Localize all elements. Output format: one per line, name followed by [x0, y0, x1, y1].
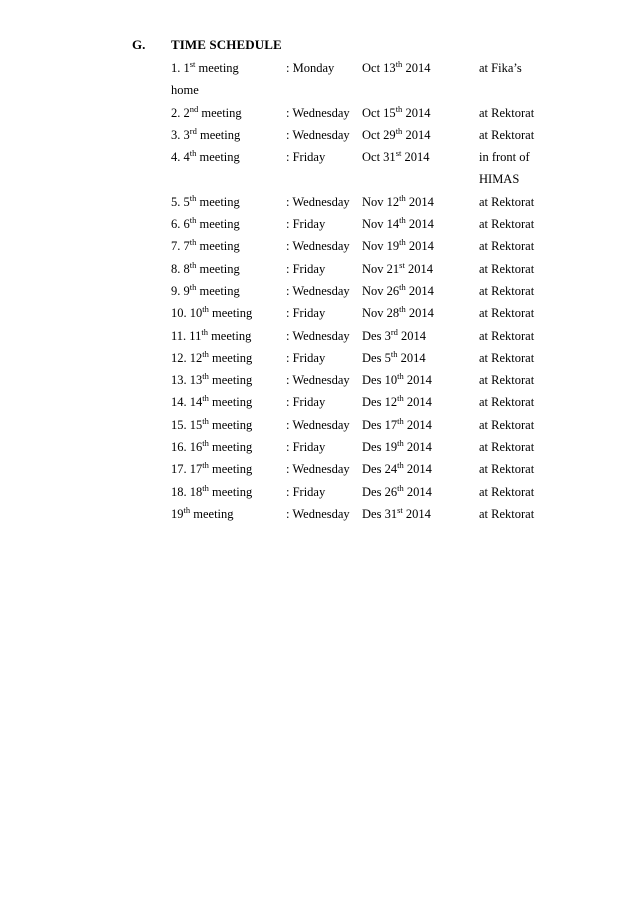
meeting-number: 13. 13: [171, 373, 203, 388]
meeting-day: : Wednesday: [286, 239, 350, 254]
meeting-label: [171, 305, 252, 321]
ordinal-suffix: th: [189, 214, 197, 225]
meeting-word: meeting: [208, 350, 253, 365]
schedule-row: [0, 484, 638, 506]
meeting-word: meeting: [208, 462, 253, 477]
schedule-row: [0, 283, 638, 305]
meeting-location: at Rektorat: [479, 506, 535, 521]
date-year: 2014: [404, 261, 433, 276]
meeting-date: [362, 127, 430, 143]
meeting-word: meeting: [196, 261, 240, 276]
meeting-word: meeting: [196, 150, 240, 165]
meeting-date: [362, 461, 432, 477]
ordinal-suffix: th: [202, 304, 209, 315]
meeting-day: : Wednesday: [286, 127, 350, 142]
meeting-day: : Wednesday: [286, 462, 350, 477]
schedule-row: [0, 105, 638, 127]
date-year: 2014: [403, 417, 432, 432]
date-suffix: th: [399, 304, 406, 315]
ordinal-suffix: rd: [189, 125, 197, 136]
meeting-location: at Rektorat: [479, 306, 535, 321]
date-year: 2014: [403, 484, 432, 499]
date-suffix: th: [395, 125, 403, 136]
date-suffix: th: [397, 393, 404, 404]
date-suffix: th: [395, 58, 403, 69]
date-year: 2014: [403, 395, 432, 410]
date-year: 2014: [402, 105, 431, 120]
meeting-location: at Rektorat: [479, 127, 535, 142]
meeting-day: : Wednesday: [286, 105, 350, 120]
date-suffix: st: [397, 504, 403, 515]
meeting-date: [362, 261, 433, 277]
meeting-date: [362, 216, 434, 232]
date-main: Oct 31: [362, 150, 396, 165]
ordinal-suffix: th: [189, 148, 197, 159]
meeting-location: at Rektorat: [479, 373, 535, 388]
meeting-date: [362, 506, 431, 522]
section-letter: G.: [132, 37, 146, 52]
schedule-row: [0, 216, 638, 238]
meeting-label: [171, 238, 240, 254]
meeting-location: at Rektorat: [479, 350, 535, 365]
meeting-number: 19: [171, 506, 184, 521]
date-main: Oct 29: [362, 127, 396, 142]
date-year: 2014: [402, 506, 431, 521]
date-suffix: th: [397, 437, 404, 448]
date-year: 2014: [402, 61, 431, 75]
meeting-date: [362, 372, 432, 388]
meeting-number: 8. 8: [171, 261, 190, 276]
meeting-number: 1. 1: [171, 61, 190, 75]
meeting-label: [171, 194, 240, 210]
meeting-number: 10. 10: [171, 306, 203, 321]
meeting-location: at Rektorat: [479, 440, 535, 455]
meeting-date: [362, 60, 430, 76]
meeting-label-continuation: home: [171, 83, 199, 97]
meeting-word: meeting: [190, 506, 234, 521]
date-main: Des 12: [362, 395, 398, 410]
date-suffix: th: [397, 415, 404, 426]
meeting-date: [362, 238, 434, 254]
ordinal-suffix: th: [202, 482, 209, 493]
meeting-word: meeting: [196, 283, 240, 298]
schedule-row: [0, 60, 638, 105]
meeting-label: [171, 350, 252, 366]
meeting-day: : Wednesday: [286, 506, 350, 521]
meeting-day: : Friday: [286, 440, 326, 455]
meeting-label: [171, 417, 252, 433]
ordinal-suffix: nd: [189, 103, 199, 114]
meeting-location: at Rektorat: [479, 261, 535, 276]
meeting-day: : Friday: [286, 306, 326, 321]
schedule-row: [0, 305, 638, 327]
schedule-row: [0, 127, 638, 149]
meeting-label: [171, 149, 240, 165]
meeting-number: 15. 15: [171, 417, 203, 432]
date-suffix: th: [397, 482, 404, 493]
meeting-label: [171, 60, 239, 76]
schedule-row: [0, 461, 638, 483]
schedule-row: [0, 417, 638, 439]
meeting-word: meeting: [208, 440, 253, 455]
meeting-location-continuation: HIMAS: [479, 172, 520, 187]
meeting-number: 3. 3: [171, 127, 190, 142]
meeting-number: 5. 5: [171, 194, 190, 209]
date-main: Nov 21: [362, 261, 400, 276]
date-year: 2014: [405, 283, 434, 298]
date-suffix: th: [399, 237, 406, 248]
meeting-label: [171, 394, 252, 410]
meeting-day: : Wednesday: [286, 328, 350, 343]
date-year: 2014: [403, 373, 432, 388]
meeting-number: 11. 11: [171, 328, 202, 343]
meeting-location: at Fika’s: [479, 61, 522, 75]
schedule-row: [0, 506, 638, 528]
meeting-date: [362, 439, 432, 455]
date-year: 2014: [402, 127, 431, 142]
ordinal-suffix: th: [202, 437, 209, 448]
meeting-day: : Wednesday: [286, 283, 350, 298]
ordinal-suffix: th: [201, 326, 208, 337]
meeting-date: [362, 350, 426, 366]
meeting-label: [171, 461, 252, 477]
ordinal-suffix: th: [202, 371, 209, 381]
date-suffix: th: [399, 192, 406, 203]
date-year: 2014: [405, 217, 434, 232]
meeting-day: : Friday: [286, 484, 326, 499]
date-suffix: th: [397, 371, 404, 381]
meeting-label: [171, 105, 242, 121]
meeting-word: meeting: [198, 105, 242, 120]
schedule-row: [0, 350, 638, 372]
meeting-word: meeting: [196, 239, 240, 254]
date-year: 2014: [405, 239, 434, 254]
date-main: Des 26: [362, 484, 398, 499]
date-year: 2014: [405, 306, 434, 321]
meeting-location: at Rektorat: [479, 194, 535, 209]
date-year: 2014: [397, 328, 427, 343]
meeting-word: meeting: [195, 61, 239, 75]
meeting-label: [171, 506, 234, 522]
ordinal-suffix: th: [202, 393, 209, 404]
meeting-location: at Rektorat: [479, 217, 535, 232]
meeting-location: at Rektorat: [479, 239, 535, 254]
meeting-day: : Friday: [286, 150, 326, 165]
schedule-row: [0, 194, 638, 216]
meeting-number: 14. 14: [171, 395, 203, 410]
meeting-label: [171, 328, 251, 344]
meeting-location: at Rektorat: [479, 283, 535, 298]
schedule-row: [0, 238, 638, 260]
date-main: Nov 26: [362, 283, 400, 298]
ordinal-suffix: th: [183, 504, 191, 515]
schedule-row: [0, 394, 638, 416]
meeting-label: [171, 439, 252, 455]
date-year: 2014: [405, 194, 434, 209]
date-main: Oct 15: [362, 105, 396, 120]
date-suffix: rd: [390, 326, 398, 337]
ordinal-suffix: st: [189, 58, 196, 69]
meeting-label: [171, 261, 240, 277]
ordinal-suffix: th: [202, 348, 209, 359]
date-main: Nov 28: [362, 306, 400, 321]
meeting-day: : Friday: [286, 350, 326, 365]
meeting-word: meeting: [208, 306, 253, 321]
meeting-word: meeting: [196, 127, 241, 142]
date-suffix: st: [399, 259, 405, 270]
meeting-number: 17. 17: [171, 462, 203, 477]
schedule-row: [0, 149, 638, 194]
meeting-label: [171, 372, 252, 388]
date-main: Oct 13: [362, 61, 396, 75]
date-main: Nov 12: [362, 194, 400, 209]
meeting-label: [171, 216, 240, 232]
meeting-number: 18. 18: [171, 484, 203, 499]
meeting-day: : Friday: [286, 261, 326, 276]
date-main: Des 24: [362, 462, 398, 477]
date-main: Nov 19: [362, 239, 400, 254]
date-year: 2014: [403, 440, 432, 455]
meeting-number: 7. 7: [171, 239, 190, 254]
meeting-word: meeting: [196, 194, 240, 209]
meeting-date: [362, 305, 434, 321]
ordinal-suffix: th: [189, 281, 197, 292]
date-suffix: st: [395, 148, 402, 159]
ordinal-suffix: th: [202, 415, 209, 426]
meeting-location: in front of: [479, 150, 530, 165]
meeting-location: at Rektorat: [479, 484, 535, 499]
date-main: Des 17: [362, 417, 398, 432]
date-suffix: th: [390, 348, 398, 359]
date-year: 2014: [401, 150, 430, 165]
meeting-number: 16. 16: [171, 440, 203, 455]
date-main: Des 3: [362, 328, 391, 343]
meeting-word: meeting: [196, 217, 240, 232]
date-main: Des 31: [362, 506, 398, 521]
meeting-location: at Rektorat: [479, 462, 535, 477]
schedule-row: [0, 439, 638, 461]
meeting-word: meeting: [208, 417, 253, 432]
meeting-day: : Friday: [286, 217, 326, 232]
date-main: Nov 14: [362, 217, 400, 232]
schedule-list: [0, 60, 638, 528]
date-main: Des 10: [362, 373, 398, 388]
meeting-date: [362, 484, 432, 500]
meeting-location: at Rektorat: [479, 417, 535, 432]
ordinal-suffix: th: [189, 192, 197, 203]
meeting-word: meeting: [208, 395, 253, 410]
meeting-day: : Friday: [286, 395, 326, 410]
meeting-day: : Wednesday: [286, 373, 350, 388]
meeting-location: at Rektorat: [479, 328, 535, 343]
meeting-location: at Rektorat: [479, 105, 535, 120]
meeting-day: : Monday: [286, 61, 335, 75]
meeting-label: [171, 484, 252, 500]
meeting-number: 6. 6: [171, 217, 190, 232]
meeting-word: meeting: [208, 484, 253, 499]
date-suffix: th: [399, 281, 406, 292]
date-main: Des 5: [362, 350, 391, 365]
meeting-number: 2. 2: [171, 105, 190, 120]
meeting-date: [362, 417, 432, 433]
meeting-date: [362, 149, 429, 165]
schedule-row: [0, 328, 638, 350]
meeting-location: at Rektorat: [479, 395, 535, 410]
meeting-word: meeting: [208, 373, 253, 388]
date-year: 2014: [403, 462, 432, 477]
meeting-day: : Wednesday: [286, 417, 350, 432]
ordinal-suffix: th: [189, 259, 197, 270]
meeting-number: 4. 4: [171, 150, 190, 165]
meeting-label: [171, 283, 240, 299]
meeting-date: [362, 105, 430, 121]
ordinal-suffix: th: [189, 237, 197, 248]
date-suffix: th: [397, 460, 404, 471]
ordinal-suffix: th: [202, 460, 209, 471]
schedule-row: [0, 261, 638, 283]
meeting-day: : Wednesday: [286, 194, 350, 209]
meeting-number: 12. 12: [171, 350, 203, 365]
meeting-date: [362, 328, 426, 344]
schedule-row: [0, 372, 638, 394]
meeting-date: [362, 194, 434, 210]
meeting-word: meeting: [207, 328, 252, 343]
meeting-number: 9. 9: [171, 283, 190, 298]
meeting-label: [171, 127, 240, 143]
meeting-date: [362, 394, 432, 410]
meeting-date: [362, 283, 434, 299]
section-title: TIME SCHEDULE: [171, 37, 282, 52]
date-suffix: th: [395, 103, 403, 114]
date-year: 2014: [397, 350, 426, 365]
date-suffix: th: [399, 214, 406, 225]
date-main: Des 19: [362, 440, 398, 455]
